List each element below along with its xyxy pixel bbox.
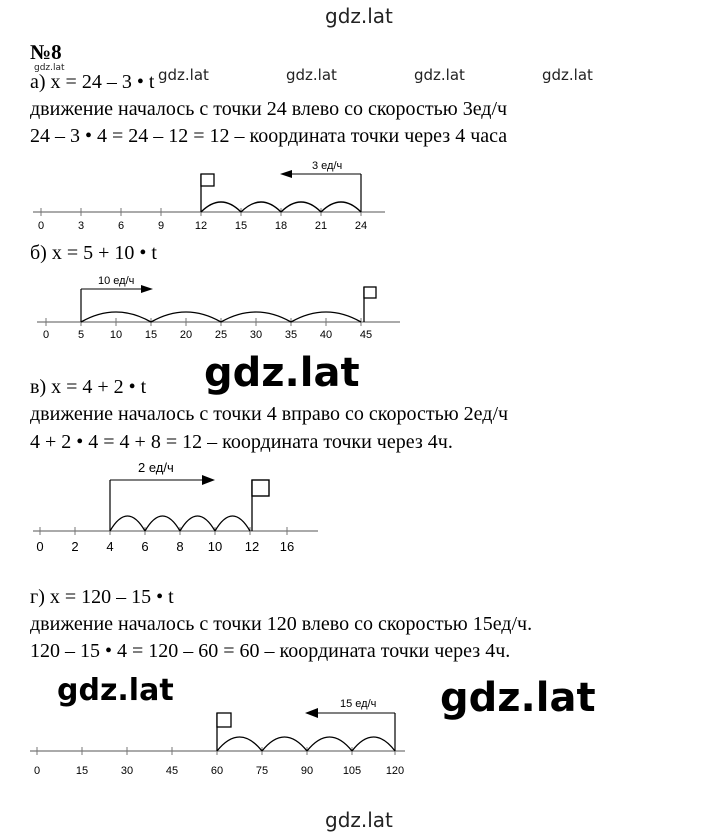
part-c-line-2: 4 + 2 • 4 = 4 + 8 = 12 – координата точки через 4ч.: [30, 431, 453, 453]
tick-label: 90: [300, 765, 314, 777]
part-a-formula: а) x = 24 – 3 • t: [30, 71, 155, 93]
watermark-big-left: gdz.lat: [57, 673, 174, 708]
tick-label: 25: [214, 329, 228, 341]
tick-label: 15: [234, 220, 248, 232]
tick-label: 12: [194, 220, 208, 232]
tick-label: 0: [33, 765, 41, 777]
tick-label: 45: [165, 765, 179, 777]
flag-icon: [217, 713, 231, 751]
speed-label: 10 ед/ч: [98, 275, 135, 287]
tick-label: 0: [36, 539, 44, 554]
arrow-head-icon: [141, 285, 153, 293]
speed-label: 2 ед/ч: [138, 460, 174, 475]
tick-label: 3: [77, 220, 85, 232]
tick-label: 0: [37, 220, 45, 232]
part-a-line-2: 24 – 3 • 4 = 24 – 12 = 12 – координата точки через 4 часа: [30, 125, 508, 147]
tick-label: 45: [359, 329, 373, 341]
speed-label: 3 ед/ч: [312, 160, 343, 172]
tick-label: 0: [42, 329, 50, 341]
tick-label: 12: [244, 539, 260, 554]
flag-icon: [364, 287, 376, 322]
number-line-b: [0, 265, 720, 350]
tick-label: 21: [314, 220, 328, 232]
number-line-c: [0, 458, 720, 558]
problem-title: №8: [30, 40, 62, 64]
watermark-bottom: gdz.lat: [325, 808, 393, 832]
watermark-top: gdz.lat: [325, 4, 393, 28]
arrow-head-icon: [202, 475, 215, 485]
watermark-row-2: gdz.lat: [286, 66, 337, 84]
tick-label: 2: [71, 539, 79, 554]
tick-label: 20: [179, 329, 193, 341]
speed-label: 15 ед/ч: [340, 698, 377, 710]
tick-label: 30: [249, 329, 263, 341]
tick-label: 120: [385, 765, 405, 777]
watermark-row-4: gdz.lat: [542, 66, 593, 84]
tick-label: 4: [106, 539, 114, 554]
tick-label: 18: [274, 220, 288, 232]
watermark-big-middle: gdz.lat: [204, 350, 360, 396]
tick-label: 60: [210, 765, 224, 777]
watermark-row-1: gdz.lat: [158, 66, 209, 84]
tick-label: 105: [342, 765, 362, 777]
tick-label: 15: [75, 765, 89, 777]
tick-label: 35: [284, 329, 298, 341]
flag-icon: [252, 480, 269, 531]
tick-label: 30: [120, 765, 134, 777]
part-b-formula: б) x = 5 + 10 • t: [30, 242, 157, 264]
tick-label: 15: [144, 329, 158, 341]
tick-label: 10: [207, 539, 223, 554]
part-d-formula: г) x = 120 – 15 • t: [30, 586, 174, 608]
tick-label: 24: [354, 220, 368, 232]
tick-label: 75: [255, 765, 269, 777]
arrow-head-icon: [305, 708, 318, 718]
part-c-formula: в) x = 4 + 2 • t: [30, 376, 147, 398]
tick-label: 5: [77, 329, 85, 341]
watermark-tiny: gdz.lat: [34, 63, 65, 73]
part-d-line-1: движение началось с точки 120 влево со скоростью 15ед/ч.: [30, 613, 533, 635]
tick-label: 40: [319, 329, 333, 341]
part-d-line-2: 120 – 15 • 4 = 120 – 60 = 60 – координата точки через 4ч.: [30, 640, 511, 662]
tick-label: 9: [157, 220, 165, 232]
tick-label: 10: [109, 329, 123, 341]
tick-label: 6: [117, 220, 125, 232]
arrow-head-icon: [280, 170, 292, 178]
part-a-line-1: движение началось с точки 24 влево со скоростью 3ед/ч: [30, 98, 508, 120]
jump-arcs: [217, 737, 395, 751]
number-line-a: [0, 140, 720, 240]
part-c-line-1: движение началось с точки 4 вправо со скоростью 2ед/ч: [30, 403, 509, 425]
watermark-row-3: gdz.lat: [414, 66, 465, 84]
watermark-big-right: gdz.lat: [440, 675, 596, 721]
tick-label: 8: [176, 539, 184, 554]
number-line-d: [0, 690, 720, 785]
tick-label: 16: [279, 539, 295, 554]
tick-label: 6: [141, 539, 149, 554]
